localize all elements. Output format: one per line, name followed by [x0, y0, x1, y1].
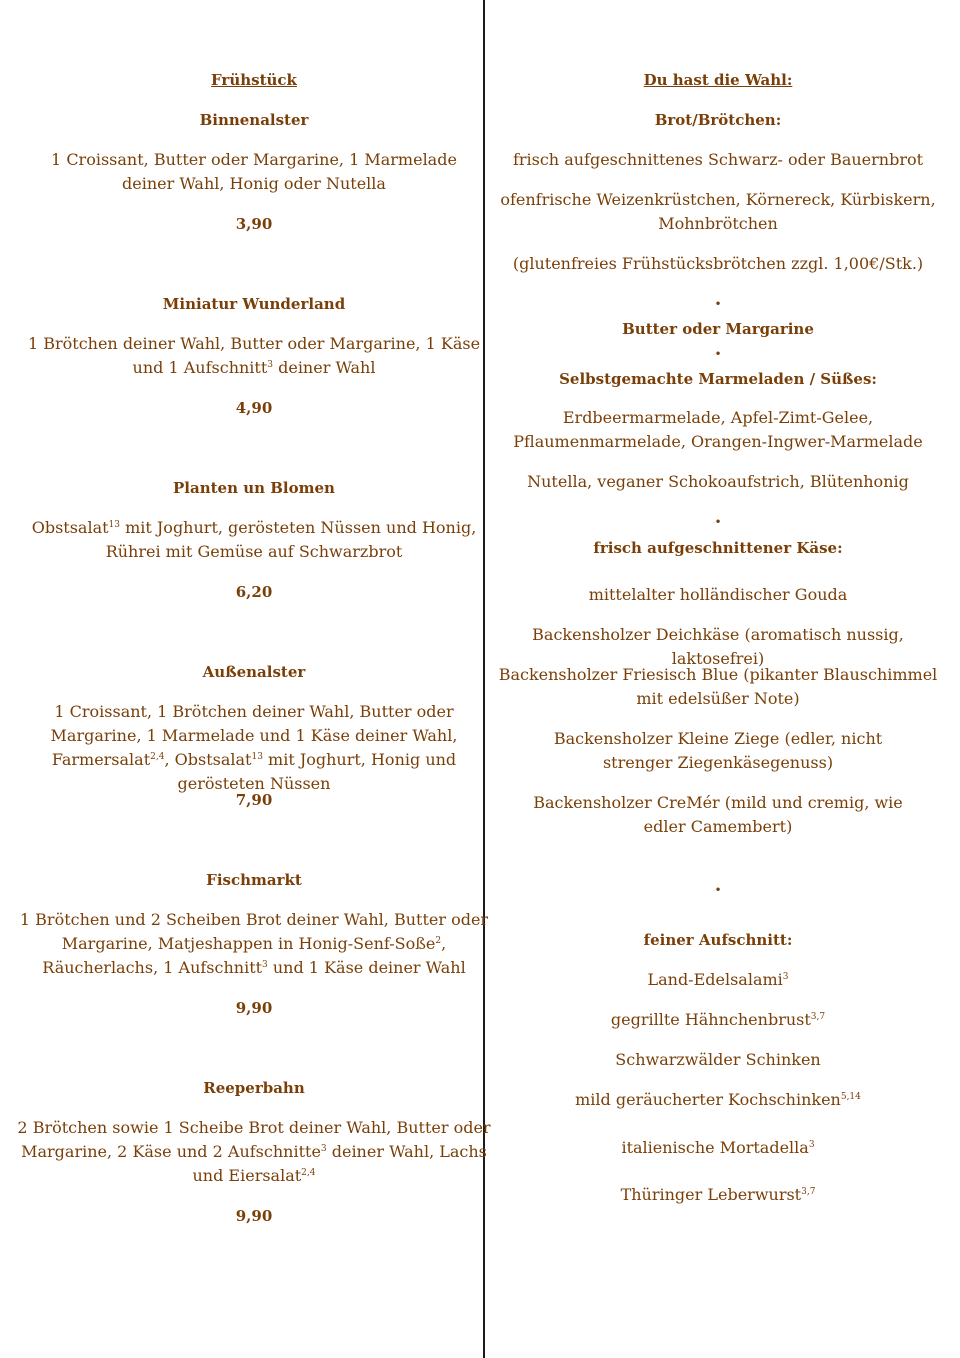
item-name: Planten un Blomen — [173, 479, 335, 497]
list-item: Backensholzer Deichkäse (aromatisch nussig, laktosefrei) — [532, 625, 904, 668]
list-item: ofenfrische Weizenkrüstchen, Körnereck, Kürbiskern, Mohnbrötchen — [500, 190, 936, 233]
item-price: 9,90 — [235, 999, 273, 1017]
item-description: 1 Croissant, Butter oder Margarine, 1 Marmelade deiner Wahl, Honig oder Nutella — [51, 150, 457, 193]
choices-heading: Du hast die Wahl: — [643, 71, 793, 89]
item-name: Außenalster — [202, 663, 306, 681]
bullet-icon: • — [714, 515, 722, 529]
list-item: Land-Edelsalami$^3$ — [647, 970, 789, 989]
item-price: 4,90 — [235, 399, 273, 417]
item-description: Obstsalat$^{13}$ mit Joghurt, gerösteten Nüssen und Honig, Rührei mit Gemüse auf Schwarzbrot — [31, 518, 477, 561]
item-name: Binnenalster — [199, 111, 309, 129]
cheese-heading: frisch aufgeschnittener Käse: — [593, 539, 843, 557]
bullet-icon: • — [714, 297, 722, 311]
butter-heading: Butter oder Margarine — [622, 320, 814, 338]
item-description: 1 Brötchen deiner Wahl, Butter oder Margarine, 1 Käse und 1 Aufschnitt$^3$ deiner Wahl — [27, 334, 481, 377]
cold-cuts-heading: feiner Aufschnitt: — [643, 931, 793, 949]
bread-heading: Brot/Brötchen: — [654, 111, 782, 129]
item-description: 1 Croissant, 1 Brötchen deiner Wahl, Butter oder Margarine, 1 Marmelade und 1 Käse deiner Wahl, Farmersalat$^{2,4}$, Obstsalat$^{13}$ mit Joghurt, Honig und gerösteten Nüssen — [50, 702, 458, 793]
bullet-icon: • — [714, 347, 722, 361]
item-name: Fischmarkt — [206, 871, 302, 889]
item-price: 6,20 — [235, 583, 273, 601]
item-description: 1 Brötchen und 2 Scheiben Brot deiner Wahl, Butter oder Margarine, Matjeshappen in Honig-Senf-Soße$^2$, Räucherlachs, 1 Aufschnitt$^3$ und 1 Käse deiner Wahl — [19, 910, 489, 977]
list-item: gegrillte Hähnchenbrust$^{3,7}$ — [610, 1010, 826, 1029]
jam-heading: Selbstgemachte Marmeladen / Süßes: — [559, 370, 877, 388]
list-item: mittelalter holländischer Gouda — [588, 585, 848, 604]
bullet-icon: • — [714, 883, 722, 897]
list-item: Backensholzer Friesisch Blue (pikanter Blauschimmel mit edelsüßer Note) — [498, 665, 938, 708]
list-item: Backensholzer Kleine Ziege (edler, nicht strenger Ziegenkäsegenuss) — [553, 729, 883, 772]
item-description: 2 Brötchen sowie 1 Scheibe Brot deiner Wahl, Butter oder Margarine, 2 Käse und 2 Aufschnitte$^3$ deiner Wahl, Lachs und Eiersalat$^{2,4}$ — [17, 1118, 491, 1185]
list-item: frisch aufgeschnittenes Schwarz- oder Bauernbrot — [512, 150, 924, 169]
breakfast-heading: Frühstück — [211, 71, 297, 89]
list-item: italienische Mortadella$^3$ — [621, 1138, 815, 1157]
list-item: (glutenfreies Frühstücksbrötchen zzgl. 1,00€/Stk.) — [512, 254, 924, 273]
list-item: Backensholzer CreMér (mild und cremig, wie edler Camembert) — [533, 793, 903, 836]
list-item: Erdbeermarmelade, Apfel-Zimt-Gelee, Pflaumenmarmelade, Orangen-Ingwer-Marmelade — [513, 408, 923, 451]
item-price: 7,90 — [235, 791, 273, 809]
list-item: mild geräucherter Kochschinken$^{5,14}$ — [575, 1090, 861, 1109]
list-item: Thüringer Leberwurst$^{3,7}$ — [620, 1185, 816, 1204]
list-item: Schwarzwälder Schinken — [615, 1050, 821, 1069]
item-name: Reeperbahn — [203, 1079, 305, 1097]
item-name: Miniatur Wunderland — [162, 295, 346, 313]
list-item: Nutella, veganer Schokoaufstrich, Blütenhonig — [527, 472, 909, 491]
item-price: 3,90 — [235, 215, 273, 233]
item-price: 9,90 — [235, 1207, 273, 1225]
